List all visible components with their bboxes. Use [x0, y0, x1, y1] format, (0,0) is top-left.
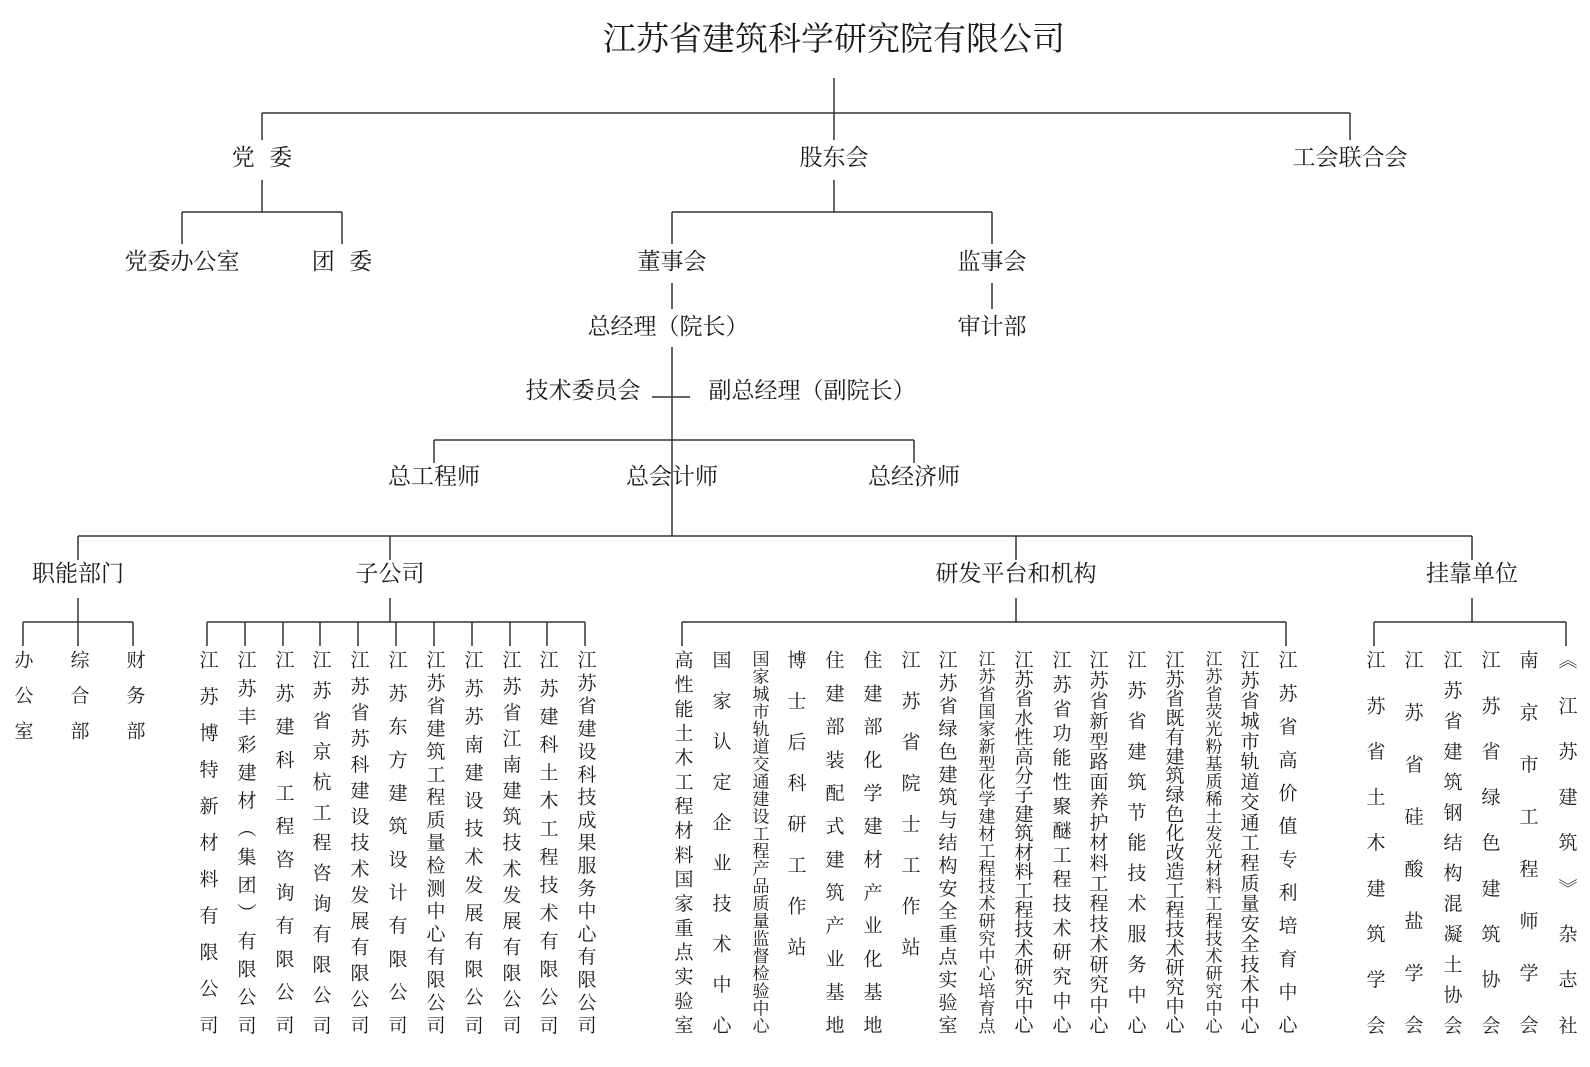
- rd-platform-item: 江苏省功能性聚醚工程技术研究中心: [1049, 650, 1072, 1040]
- node-vice-general-manager: 副总经理（副院长）: [708, 378, 916, 404]
- subsidiary-item: 江苏省苏科建设技术发展有限公司: [347, 650, 370, 1042]
- subsidiary-item: 江苏东方建筑设计有限公司: [385, 650, 408, 1049]
- node-chief-engineer: 总工程师: [388, 464, 480, 490]
- rd-platform-item: 江苏省新型路面养护材料工程技术研究中心: [1086, 650, 1109, 1036]
- node-general-manager: 总经理（院长）: [587, 314, 749, 340]
- subsidiary-item: 江苏省建筑工程质量检测中心有限公司: [423, 650, 446, 1038]
- subsidiary-item: 江苏博特新材料有限公司: [196, 650, 219, 1052]
- rd-platform-item: 江苏省国家新型化学建材工程技术研究中心培育点: [974, 650, 995, 1035]
- rd-platform-item: 高性能土木工程材料国家重点实验室: [671, 650, 694, 1040]
- subsidiary-item: 江苏省江南建筑技术发展有限公司: [499, 650, 522, 1042]
- rd-platform-item: 国家认定企业技术中心: [709, 650, 732, 1056]
- affiliated-unit-item: 《江苏建筑》杂志社: [1555, 650, 1578, 1061]
- subsidiary-item: 江苏建科土木工程技术有限公司: [536, 650, 559, 1044]
- node-audit-dept: 审计部: [957, 314, 1027, 340]
- subsidiary-item: 江苏省建设科技成果服务中心有限公司: [574, 650, 597, 1038]
- node-tech-committee: 技术委员会: [525, 378, 641, 404]
- rd-platform-item: 住建部化学建材产业化基地: [860, 650, 883, 1049]
- rd-platform-item: 江苏省荧光粉基质稀土发光材料工程技术研究中心: [1201, 650, 1222, 1035]
- subsidiary-item: 江苏丰彩建材（集团）有限公司: [234, 650, 257, 1044]
- rd-platform-item: 江苏省高价值专利培育中心: [1275, 650, 1298, 1049]
- rd-platform-item: 江苏省绿色建筑与结构安全重点实验室: [935, 650, 958, 1038]
- rd-platform-item: 江苏省既有建筑绿色化改造工程技术研究中心: [1162, 650, 1185, 1035]
- rd-platform-item: 住建部装配式建筑产业基地: [822, 650, 845, 1049]
- node-youth-league: 团 委: [311, 249, 373, 275]
- company-title: 江苏省建筑科学研究院有限公司: [603, 19, 1065, 58]
- functional-dept-item: 办公室: [11, 650, 34, 757]
- node-party-office: 党委办公室: [124, 249, 240, 275]
- subsidiary-item: 江苏省京杭工程咨询有限公司: [309, 650, 332, 1046]
- rd-platform-item: 博士后科研工作站: [784, 650, 807, 978]
- node-shareholders-meeting: 股东会: [799, 145, 869, 171]
- affiliated-unit-item: 江苏省土木建筑学会: [1363, 650, 1386, 1061]
- node-chief-economist: 总经济师: [868, 464, 960, 490]
- node-subsidiaries: 子公司: [355, 561, 425, 587]
- node-party-committee: 党 委: [231, 145, 293, 171]
- node-rd-platforms: 研发平台和机构: [935, 561, 1097, 587]
- node-chief-accountant: 总会计师: [626, 464, 718, 490]
- subsidiary-item: 江苏苏南建设技术发展有限公司: [461, 650, 484, 1044]
- affiliated-unit-item: 南京市工程师学会: [1516, 650, 1539, 1067]
- subsidiary-item: 江苏建科工程咨询有限公司: [272, 650, 295, 1049]
- affiliated-unit-item: 江苏省建筑钢结构混凝土协会: [1440, 650, 1463, 1046]
- rd-platform-item: 江苏省院士工作站: [898, 650, 921, 978]
- rd-platform-item: 国家城市轨道交通建设工程产品质量监督检验中心: [748, 650, 769, 1035]
- node-functional-depts: 职能部门: [32, 561, 124, 587]
- affiliated-unit-item: 江苏省绿色建筑协会: [1478, 650, 1501, 1061]
- node-board-of-directors: 董事会: [637, 249, 707, 275]
- node-trade-union: 工会联合会: [1292, 145, 1408, 171]
- functional-dept-item: 综合部: [67, 650, 90, 757]
- functional-dept-item: 财务部: [123, 650, 146, 757]
- rd-platform-item: 江苏省建筑节能技术服务中心: [1124, 650, 1147, 1046]
- rd-platform-item: 江苏省水性高分子建筑材料工程技术研究中心: [1011, 650, 1034, 1035]
- node-board-of-supervisors: 监事会: [957, 249, 1027, 275]
- rd-platform-item: 江苏省城市轨道交通工程质量安全技术中心: [1237, 650, 1260, 1036]
- affiliated-unit-item: 江苏省硅酸盐学会: [1401, 650, 1424, 1067]
- node-affiliated-units: 挂靠单位: [1426, 561, 1518, 587]
